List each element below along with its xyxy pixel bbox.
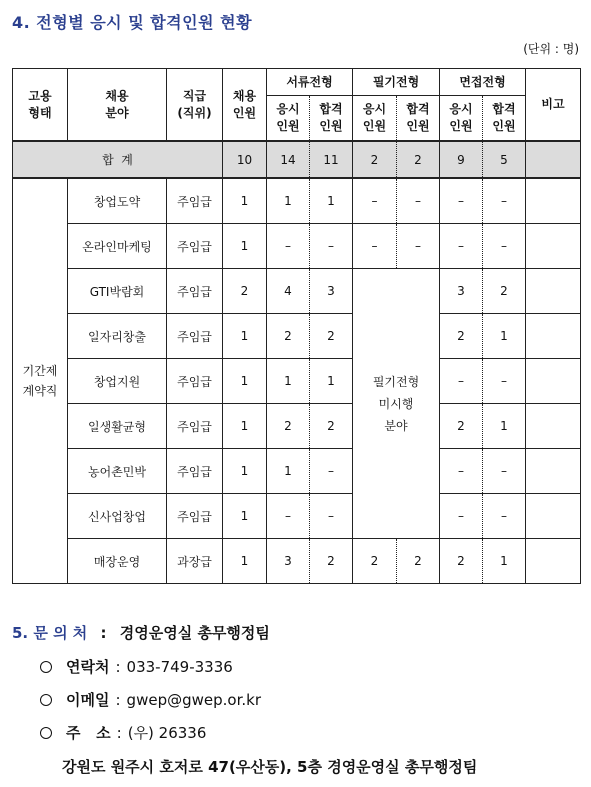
row-doc-pass: 1	[310, 178, 353, 224]
header-hire-count: 채용 인원	[223, 69, 267, 142]
row-doc-apply: –	[267, 224, 310, 269]
total-remarks	[526, 141, 581, 178]
row-rank: 주임급	[167, 404, 223, 449]
row-interview-pass: 2	[483, 269, 526, 314]
contact-phone: 연락처 : 033-749-3336	[40, 656, 233, 677]
header-employment-type: 고용 형태	[13, 69, 68, 142]
row-interview-apply: –	[440, 494, 483, 539]
table-row	[13, 449, 581, 494]
header-interview-pass: 합격 인원	[483, 96, 526, 142]
unit-label: (단위 : 명)	[523, 42, 579, 56]
total-row	[13, 141, 581, 178]
row-written-apply: –	[353, 224, 397, 269]
row-interview-pass: –	[483, 494, 526, 539]
header-written-exam: 필기전형	[353, 69, 440, 96]
row-rank: 주임급	[167, 359, 223, 404]
table-row	[13, 404, 581, 449]
row-field: 창업지원	[68, 359, 167, 404]
row-rank: 과장급	[167, 539, 223, 584]
row-remarks	[526, 539, 581, 584]
section-5-department: 경영운영실 총무행정팀	[119, 624, 270, 642]
total-interview-apply: 9	[440, 141, 483, 178]
section-5-colon: :	[100, 624, 107, 642]
email-value[interactable]: gwep@gwep.or.kr	[126, 691, 261, 709]
row-hire: 1	[223, 314, 267, 359]
row-interview-pass: –	[483, 359, 526, 404]
row-field: 창업도약	[68, 178, 167, 224]
row-doc-apply: 1	[267, 359, 310, 404]
row-interview-apply: 3	[440, 269, 483, 314]
header-document-screening: 서류전형	[267, 69, 353, 96]
row-written-pass: 2	[397, 539, 440, 584]
total-written-pass: 2	[397, 141, 440, 178]
category-contract-worker: 기간제 계약직	[13, 178, 68, 584]
table-row	[13, 224, 581, 269]
row-field: 온라인마케팅	[68, 224, 167, 269]
row-interview-pass: 1	[483, 404, 526, 449]
row-field: 일생활균형	[68, 404, 167, 449]
row-interview-apply: 2	[440, 314, 483, 359]
row-field: 신사업창업	[68, 494, 167, 539]
row-doc-pass: 1	[310, 359, 353, 404]
row-remarks	[526, 404, 581, 449]
total-doc-pass: 11	[310, 141, 353, 178]
header-written-pass: 합격 인원	[397, 96, 440, 142]
row-remarks	[526, 269, 581, 314]
header-field: 채용 분야	[68, 69, 167, 142]
row-doc-apply: 2	[267, 314, 310, 359]
contact-address: 주 소 : (우) 26336	[40, 722, 206, 743]
row-hire: 1	[223, 178, 267, 224]
row-hire: 1	[223, 539, 267, 584]
row-field: 매장운영	[68, 539, 167, 584]
section-5-number: 5.	[12, 624, 29, 642]
address-postcode: (우) 26336	[127, 724, 207, 742]
address-full: 강원도 원주시 호저로 47(우산동), 5층 경영운영실 총무행정팀	[62, 758, 478, 776]
row-remarks	[526, 314, 581, 359]
header-interview: 면접전형	[440, 69, 526, 96]
row-written-pass: –	[397, 178, 440, 224]
section-4-title: 4. 전형별 응시 및 합격인원 현황	[12, 13, 253, 32]
total-interview-pass: 5	[483, 141, 526, 178]
row-interview-pass: 1	[483, 539, 526, 584]
header-doc-pass: 합격 인원	[310, 96, 353, 142]
bullet-circle-icon	[40, 727, 52, 739]
row-rank: 주임급	[167, 178, 223, 224]
row-doc-pass: 3	[310, 269, 353, 314]
email-label: 이메일	[66, 691, 110, 709]
row-doc-pass: 2	[310, 404, 353, 449]
row-interview-apply: –	[440, 224, 483, 269]
total-doc-apply: 14	[267, 141, 310, 178]
header-doc-apply: 응시 인원	[267, 96, 310, 142]
bullet-circle-icon	[40, 694, 52, 706]
row-interview-pass: 1	[483, 314, 526, 359]
row-rank: 주임급	[167, 224, 223, 269]
table-row	[13, 539, 581, 584]
table-row	[13, 314, 581, 359]
row-hire: 1	[223, 449, 267, 494]
row-field: GTI박람회	[68, 269, 167, 314]
section-5-label: 문 의 처	[33, 624, 88, 642]
header-interview-apply: 응시 인원	[440, 96, 483, 142]
phone-label: 연락처	[66, 658, 110, 676]
header-rank: 직급 (직위)	[167, 69, 223, 142]
total-label: 합 계	[13, 141, 223, 178]
row-doc-apply: 2	[267, 404, 310, 449]
row-field: 농어촌민박	[68, 449, 167, 494]
row-doc-apply: 4	[267, 269, 310, 314]
row-hire: 1	[223, 404, 267, 449]
row-interview-pass: –	[483, 449, 526, 494]
row-interview-apply: –	[440, 178, 483, 224]
row-written-apply: 2	[353, 539, 397, 584]
table-row	[13, 359, 581, 404]
row-written-pass: –	[397, 224, 440, 269]
row-doc-pass: 2	[310, 539, 353, 584]
row-interview-apply: –	[440, 359, 483, 404]
recruitment-status-table	[12, 68, 581, 584]
header-written-apply: 응시 인원	[353, 96, 397, 142]
row-rank: 주임급	[167, 449, 223, 494]
row-interview-apply: –	[440, 449, 483, 494]
row-rank: 주임급	[167, 269, 223, 314]
row-doc-apply: 1	[267, 178, 310, 224]
row-field: 일자리창출	[68, 314, 167, 359]
row-doc-apply: 3	[267, 539, 310, 584]
row-remarks	[526, 449, 581, 494]
row-hire: 1	[223, 359, 267, 404]
table-row	[13, 178, 581, 224]
row-remarks	[526, 178, 581, 224]
row-hire: 2	[223, 269, 267, 314]
row-written-apply: –	[353, 178, 397, 224]
header-remarks: 비고	[526, 69, 581, 142]
row-hire: 1	[223, 494, 267, 539]
row-interview-apply: 2	[440, 404, 483, 449]
row-doc-apply: 1	[267, 449, 310, 494]
section-5-heading	[12, 622, 270, 643]
total-hire: 10	[223, 141, 267, 178]
row-doc-pass: –	[310, 494, 353, 539]
row-doc-pass: 2	[310, 314, 353, 359]
row-interview-apply: 2	[440, 539, 483, 584]
row-doc-pass: –	[310, 449, 353, 494]
row-rank: 주임급	[167, 314, 223, 359]
written-not-conducted: 필기전형 미시행 분야	[353, 269, 440, 539]
total-written-apply: 2	[353, 141, 397, 178]
row-doc-apply: –	[267, 494, 310, 539]
table-row	[13, 269, 581, 314]
address-label: 주 소	[66, 724, 111, 742]
row-hire: 1	[223, 224, 267, 269]
row-remarks	[526, 359, 581, 404]
contact-email: 이메일 : gwep@gwep.or.kr	[40, 689, 261, 710]
row-rank: 주임급	[167, 494, 223, 539]
row-doc-pass: –	[310, 224, 353, 269]
row-interview-pass: –	[483, 224, 526, 269]
row-remarks	[526, 224, 581, 269]
table-row	[13, 494, 581, 539]
row-interview-pass: –	[483, 178, 526, 224]
bullet-circle-icon	[40, 661, 52, 673]
phone-value: 033-749-3336	[126, 658, 233, 676]
row-remarks	[526, 494, 581, 539]
